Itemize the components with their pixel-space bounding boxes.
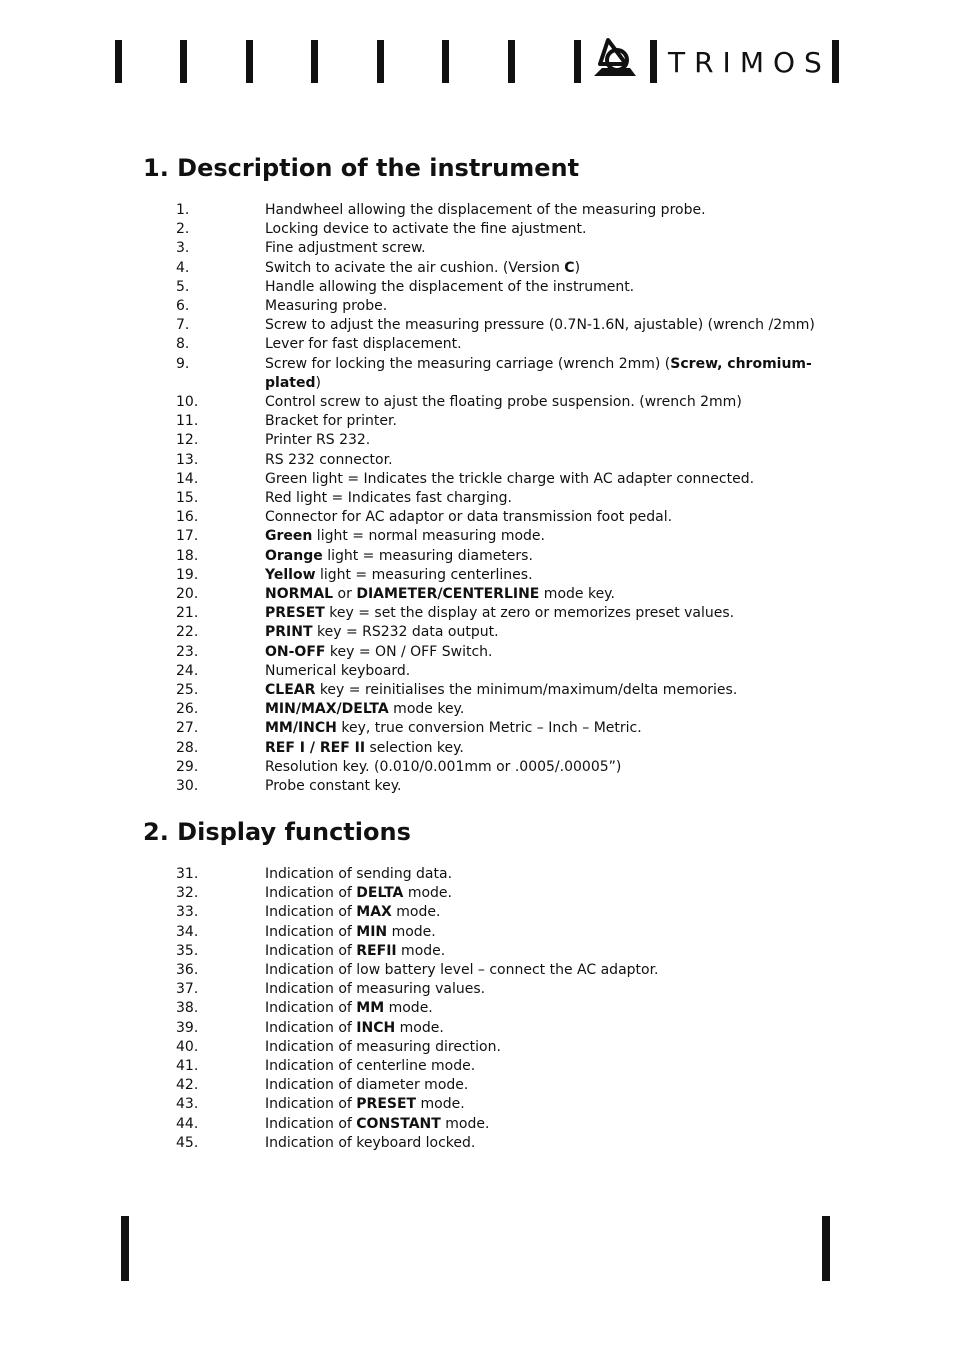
item-text — [265, 758, 826, 777]
item-text — [265, 470, 826, 489]
item-number: 25. — [176, 682, 199, 699]
item-number: 35. — [176, 942, 199, 959]
item-number: 18. — [176, 547, 199, 564]
item-text-part: Indication of — [265, 942, 357, 959]
item-number: 42. — [176, 1077, 199, 1094]
item-text-part: light = measuring diameters. — [322, 547, 533, 564]
item-text — [265, 566, 826, 585]
item-text — [265, 201, 826, 220]
brand-name: TRIMOS — [668, 46, 831, 79]
list-item — [176, 643, 826, 662]
item-number: 26. — [176, 701, 199, 718]
item-text — [265, 903, 826, 922]
item-text — [265, 961, 826, 980]
header-bar — [311, 40, 318, 83]
header-bar — [574, 40, 581, 83]
item-text — [265, 431, 826, 450]
item-text-part: Bracket for printer. — [265, 413, 397, 430]
item-text-bold: MIN/MAX/DELTA — [265, 701, 389, 718]
item-text-part: light = measuring centerlines. — [315, 566, 533, 583]
item-text-bold: MM/INCH — [265, 720, 337, 737]
list-item — [176, 470, 826, 489]
item-number: 27. — [176, 720, 199, 737]
item-text-part: mode. — [387, 923, 436, 940]
list-item — [176, 1057, 826, 1076]
item-text — [265, 1134, 826, 1153]
item-text — [265, 393, 826, 412]
item-text-bold: MM — [356, 1000, 385, 1017]
item-text — [265, 412, 826, 431]
header-bar — [246, 40, 253, 83]
item-text-part: or — [333, 586, 357, 603]
item-text-bold: Orange — [265, 547, 323, 564]
list-item — [176, 700, 826, 719]
item-text — [265, 1115, 826, 1134]
item-text-part: Lever for fast displacement. — [265, 336, 462, 353]
item-text-part: RS 232 connector. — [265, 451, 393, 468]
item-text-part: Resolution key. (0.010/0.001mm or .0005/.00005”) — [265, 758, 622, 775]
header-bar — [377, 40, 384, 83]
item-number: 31. — [176, 866, 199, 882]
list-item — [176, 884, 826, 903]
item-text-part: Switch to acivate the air cushion. (Version — [265, 259, 565, 276]
item-number: 23. — [176, 643, 199, 660]
item-text-part: Indication of centerline mode. — [265, 1058, 476, 1075]
list-item — [176, 980, 826, 999]
item-text-part: Indication of — [265, 1115, 357, 1132]
item-text-part: Screw for locking the measuring carriage (wrench 2mm) ( — [265, 355, 671, 372]
item-number: 33. — [176, 904, 199, 921]
item-text-part: mode. — [440, 1115, 490, 1132]
item-number: 12. — [176, 432, 199, 449]
item-text-bold: C — [564, 259, 575, 276]
item-text-part: key, true conversion Metric – Inch – Metric. — [336, 720, 642, 737]
list-item — [176, 903, 826, 922]
list-item — [176, 489, 826, 508]
trimos-logo-icon — [590, 34, 640, 84]
item-number: 38. — [176, 1000, 199, 1017]
header-bar — [115, 40, 122, 83]
item-text-part: Fine adjustment screw. — [265, 240, 426, 257]
header-bar — [650, 40, 657, 83]
list-item — [176, 316, 826, 335]
item-text-part: Indication of — [265, 1019, 357, 1036]
list-item — [176, 278, 826, 297]
list-item — [176, 201, 826, 220]
header-bar — [832, 40, 839, 83]
item-text — [265, 865, 826, 884]
item-text — [265, 355, 826, 393]
item-text — [265, 239, 826, 258]
item-text-part: Indication of measuring direction. — [265, 1038, 501, 1055]
item-number: 28. — [176, 739, 199, 756]
list-item — [176, 961, 826, 980]
item-text — [265, 585, 826, 604]
item-text-bold: CLEAR — [265, 682, 316, 699]
item-text-part: key = reinitialises the minimum/maximum/delta memories. — [315, 682, 738, 699]
item-number: 44. — [176, 1115, 199, 1132]
item-text-part: Handwheel allowing the displacement of the measuring probe. — [265, 202, 706, 218]
item-text — [265, 1076, 826, 1095]
item-text-bold: DIAMETER/CENTERLINE — [356, 586, 540, 603]
item-text-part: mode. — [403, 885, 452, 902]
item-text-bold: MAX — [356, 904, 392, 921]
item-text-part: key = RS232 data output. — [312, 624, 499, 641]
item-text — [265, 489, 826, 508]
item-text-bold: PRINT — [265, 624, 313, 641]
footer-bar — [121, 1216, 129, 1281]
item-text — [265, 220, 826, 239]
item-text-part: Connector for AC adaptor or data transmission foot pedal. — [265, 509, 673, 526]
item-number: 10. — [176, 394, 199, 411]
item-text — [265, 508, 826, 527]
item-text-bold: REF I / REF II — [265, 739, 366, 756]
item-number: 17. — [176, 528, 199, 545]
list-item — [176, 999, 826, 1018]
item-text-part: Indication of — [265, 885, 357, 902]
item-number: 24. — [176, 662, 199, 679]
item-text-part: Red light = Indicates fast charging. — [265, 490, 512, 507]
item-text-part: mode key. — [539, 586, 615, 603]
list-item — [176, 758, 826, 777]
item-text-bold: INCH — [356, 1019, 396, 1036]
item-text — [265, 700, 826, 719]
item-number: 6. — [176, 298, 190, 315]
list-item — [176, 239, 826, 258]
description-list — [176, 201, 826, 796]
item-number: 2. — [176, 221, 190, 238]
item-text — [265, 980, 826, 999]
item-text — [265, 923, 826, 942]
list-item — [176, 923, 826, 942]
item-number: 5. — [176, 278, 190, 295]
item-text-part: Indication of keyboard locked. — [265, 1134, 476, 1151]
item-text — [265, 719, 826, 738]
item-text-part: Printer RS 232. — [265, 432, 371, 449]
item-text-part: Probe constant key. — [265, 778, 402, 795]
item-text — [265, 451, 826, 470]
list-item — [176, 777, 826, 796]
list-item — [176, 1115, 826, 1134]
item-number: 22. — [176, 624, 199, 641]
list-item — [176, 719, 826, 738]
list-item — [176, 412, 826, 431]
item-number: 16. — [176, 509, 199, 526]
item-number: 19. — [176, 566, 199, 583]
list-item — [176, 1019, 826, 1038]
item-number: 9. — [176, 355, 190, 372]
item-text — [265, 643, 826, 662]
item-text-part: key = ON / OFF Switch. — [325, 643, 493, 660]
item-text-part: ) — [315, 374, 321, 391]
item-text — [265, 1057, 826, 1076]
item-number: 15. — [176, 490, 199, 507]
footer-bar — [822, 1216, 830, 1281]
item-text — [265, 681, 826, 700]
list-item — [176, 942, 826, 961]
item-text-part: light = normal measuring mode. — [312, 528, 545, 545]
list-item — [176, 623, 826, 642]
item-text-bold: Screw, chromium-plated — [265, 355, 812, 391]
item-text — [265, 884, 826, 903]
list-item — [176, 1095, 826, 1114]
item-text — [265, 623, 826, 642]
item-text-part: mode. — [391, 904, 441, 921]
item-text-part: mode key. — [388, 701, 465, 718]
item-text-part: Indication of — [265, 1000, 357, 1017]
item-number: 40. — [176, 1038, 199, 1055]
item-number: 41. — [176, 1058, 199, 1075]
item-text — [265, 547, 826, 566]
item-text — [265, 297, 826, 316]
item-text-part: key = set the display at zero or memorizes preset values. — [324, 605, 735, 622]
item-text — [265, 1038, 826, 1057]
item-text-part: Indication of sending data. — [265, 866, 453, 882]
item-text — [265, 739, 826, 758]
item-text-bold: PRESET — [265, 605, 325, 622]
item-number: 43. — [176, 1096, 199, 1113]
item-text-bold: Green — [265, 528, 313, 545]
list-item — [176, 566, 826, 585]
list-item — [176, 527, 826, 546]
list-item — [176, 604, 826, 623]
item-text-part: selection key. — [365, 739, 464, 756]
item-text-part: Measuring probe. — [265, 298, 388, 315]
item-text — [265, 942, 826, 961]
item-text-part: mode. — [384, 1000, 433, 1017]
list-item — [176, 739, 826, 758]
item-number: 4. — [176, 259, 190, 276]
item-text — [265, 1095, 826, 1114]
item-text-part: Handle allowing the displacement of the instrument. — [265, 278, 635, 295]
item-number: 14. — [176, 470, 199, 487]
item-number: 39. — [176, 1019, 199, 1036]
item-text-bold: DELTA — [356, 885, 404, 902]
item-text-part: mode. — [416, 1096, 465, 1113]
item-number: 32. — [176, 885, 199, 902]
item-text-part: Indication of — [265, 904, 357, 921]
item-text — [265, 335, 826, 354]
item-text — [265, 527, 826, 546]
section-title-description: 1. Description of the instrument — [143, 154, 580, 182]
list-item — [176, 451, 826, 470]
item-number: 36. — [176, 962, 199, 979]
item-text-bold: CONSTANT — [356, 1115, 441, 1132]
item-number: 11. — [176, 413, 199, 430]
item-text-bold: REFII — [356, 942, 397, 959]
item-text-part: Green light = Indicates the trickle charge with AC adapter connected. — [265, 470, 755, 487]
item-text-part: Indication of — [265, 923, 357, 940]
list-item — [176, 547, 826, 566]
item-number: 1. — [176, 202, 190, 218]
item-number: 8. — [176, 336, 190, 353]
item-number: 30. — [176, 778, 199, 795]
display-functions-list — [176, 865, 826, 1153]
item-number: 7. — [176, 317, 190, 334]
list-item — [176, 431, 826, 450]
list-item — [176, 1134, 826, 1153]
item-text — [265, 604, 826, 623]
item-text-part: mode. — [395, 1019, 444, 1036]
item-text — [265, 1019, 826, 1038]
list-item — [176, 297, 826, 316]
item-number: 20. — [176, 586, 199, 603]
item-text-bold: NORMAL — [265, 586, 334, 603]
list-item — [176, 585, 826, 604]
list-item — [176, 1038, 826, 1057]
item-text — [265, 278, 826, 297]
item-text — [265, 259, 826, 278]
list-item — [176, 662, 826, 681]
item-text-part: Numerical keyboard. — [265, 662, 411, 679]
list-item — [176, 1076, 826, 1095]
item-number: 34. — [176, 923, 199, 940]
header-bar — [508, 40, 515, 83]
item-number: 45. — [176, 1134, 199, 1151]
item-text-part: Indication of — [265, 1096, 357, 1113]
item-number: 13. — [176, 451, 199, 468]
list-item — [176, 335, 826, 354]
item-text-part: Locking device to activate the fine ajustment. — [265, 221, 587, 238]
item-text — [265, 777, 826, 796]
item-text-bold: Yellow — [265, 566, 316, 583]
item-text-bold: MIN — [356, 923, 388, 940]
item-text-part: Screw to adjust the measuring pressure (0.7N-1.6N, ajustable) (wrench /2mm) — [265, 317, 815, 334]
header-bar — [180, 40, 187, 83]
item-text-bold: ON-OFF — [265, 643, 326, 660]
item-text-part: Indication of diameter mode. — [265, 1077, 469, 1094]
header-bar — [442, 40, 449, 83]
list-item — [176, 220, 826, 239]
item-text — [265, 316, 826, 335]
section-title-display: 2. Display functions — [143, 818, 411, 846]
item-text-part: Indication of low battery level – connect the AC adaptor. — [265, 962, 659, 979]
item-text-part: mode. — [396, 942, 446, 959]
item-text-part: Indication of measuring values. — [265, 981, 486, 998]
item-text — [265, 999, 826, 1018]
item-text-bold: PRESET — [356, 1096, 417, 1113]
list-item — [176, 508, 826, 527]
item-number: 21. — [176, 605, 199, 622]
item-number: 3. — [176, 240, 190, 257]
item-text-part: Control screw to ajust the floating probe suspension. (wrench 2mm) — [265, 394, 742, 411]
list-item — [176, 865, 826, 884]
item-number: 37. — [176, 981, 199, 998]
item-text — [265, 662, 826, 681]
list-item — [176, 355, 826, 393]
item-number: 29. — [176, 758, 199, 775]
list-item — [176, 681, 826, 700]
item-text-part: ) — [574, 259, 581, 276]
list-item — [176, 393, 826, 412]
list-item — [176, 259, 826, 278]
